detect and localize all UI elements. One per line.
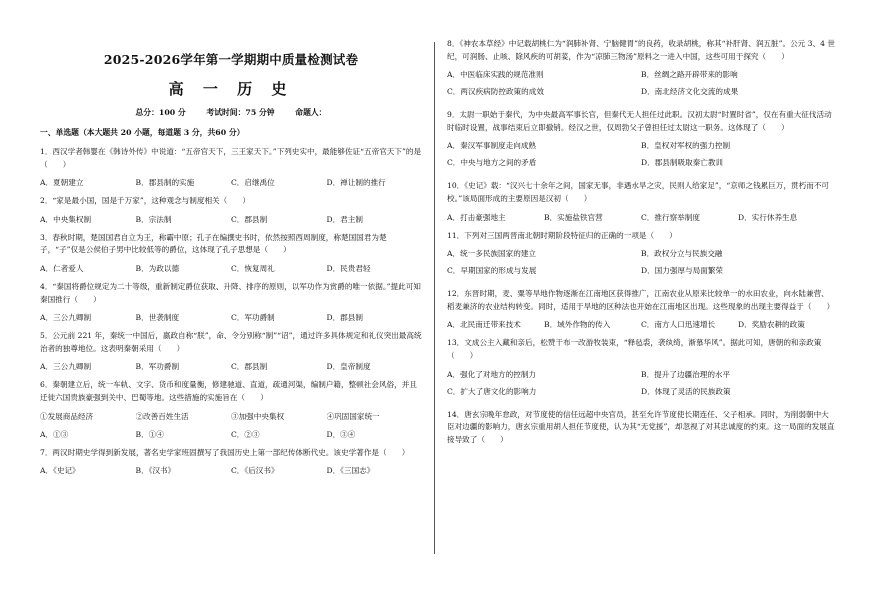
- question-item: [447, 288, 835, 331]
- question-item: [40, 195, 422, 226]
- question-stem: 5．公元前 221 年，秦统一中国后，嬴政自称“朕”，命、令分别称“制”“诏”，通过许多具体规定和礼仪突出最高统治者的独尊地位。这表明秦朝采用（ ）: [40, 331, 422, 353]
- column-divider: [434, 42, 435, 554]
- answer-option: D．皇帝制度: [326, 362, 371, 372]
- option-list: [40, 263, 422, 275]
- question-stem: 11．下列对三国两晋南北朝时期阶段特征归的正确的一项是（ ）: [447, 230, 677, 240]
- question-item: [40, 429, 422, 441]
- answer-option: B．郡县制的实施: [135, 178, 195, 188]
- answer-option: D．国力强厚与局面繁荣: [641, 266, 724, 276]
- answer-option: A．秦汉军事制度走向成熟: [447, 141, 537, 151]
- question-item: [447, 180, 835, 223]
- question-stem: 2．“家是最小国，国是千万家”，这种观念与制度相关（ ）: [40, 196, 251, 206]
- question-item: [447, 230, 835, 283]
- answer-option: B．丝绸之路开辟带来的影响: [641, 70, 738, 80]
- right-column: [447, 38, 835, 452]
- answer-option: D．实行休养生息: [738, 212, 798, 222]
- answer-option: ④巩固国家统一: [326, 411, 380, 421]
- answer-option: A．夏朝建立: [40, 178, 84, 188]
- answer-option: A．中央集权制: [40, 214, 92, 224]
- answer-option: A．中医临床实践的规范准则: [447, 70, 544, 80]
- option-list: [40, 465, 422, 477]
- question-stem: 13．文成公主入藏和亲后，松赞干布一改游牧装束，“释毡裘，袭纨绮，渐慕华风”。据此可知，唐朝的和亲政策（ ）: [447, 338, 822, 360]
- question-stem: 3．春秋时期，楚国国君自立为王，称霸中原；孔子在编撰史书时，依然按照西周制度，称楚国国君为楚子，“子”仅是公侯伯子男中比较低等的爵位，这体现了孔子思想是（ ）: [40, 232, 387, 255]
- option-list: [447, 212, 835, 224]
- answer-option: D．《三国志》: [326, 466, 375, 476]
- answer-option: D．③④: [326, 429, 356, 439]
- question-item: [40, 232, 422, 275]
- answer-option: B．政权分立与民族交融: [641, 249, 723, 259]
- option-list: [447, 140, 835, 174]
- option-list: [40, 214, 422, 226]
- question-stem: 12．东晋时期，麦、粟等旱地作物逐渐在江南地区获得推广，江南农业从原来比较单一的水田农业，向水陆兼营、稻麦兼济的农业结构转变。同时，适用于旱地的区种法也开始在江南地区出现。这些现象的出现主要得益于（ ）: [447, 289, 835, 311]
- question-stem: 1．西汉学者韩婴在《韩诗外传》中说道：“五帝官天下，三王家天下。”下列史实中，最能够佐证“五帝官天下”的是（ ）: [40, 147, 422, 169]
- answer-option: C．恢复周礼: [231, 263, 275, 273]
- answer-option: D．体现了灵活的民族政策: [641, 386, 731, 396]
- option-list: [40, 411, 422, 423]
- answer-option: D．郡县制吸取秦亡教训: [641, 158, 724, 168]
- answer-option: B．皇权对军权的强力控制: [641, 141, 731, 151]
- answer-option: B．《汉书》: [135, 466, 176, 476]
- section-heading: 一、单选题（本大题共 20 小题，每道题 3 分，共60 分）: [40, 128, 245, 137]
- question-stem: 6．秦朝建立后，统一车轨、文字、货币和度量衡，修建驰道、直道，疏通河渠，编制户籍，整顿社会风俗，并且迁徙六国贵族豪强到关中、巴蜀等地。这些措施的实施旨在（ ）: [40, 380, 417, 402]
- answer-option: D．禅让制的推行: [326, 178, 386, 188]
- question-stem: 14．唐玄宗晚年怠政，对节度使的信任远超中央官员，甚至允许节度使长期连任、父子相承。同时，为削弱朝中大臣对边疆的影响力，唐玄宗重用胡人担任节度使，认为其“无党援”，却忽视了对其忠诚度的约束。这一局面的发展直接导致了（ ）: [447, 409, 835, 444]
- answer-option: C．启继禹位: [231, 178, 275, 188]
- option-list: [447, 319, 835, 331]
- answer-option: A．三公九卿制: [40, 313, 92, 323]
- exam-time: 考试时间：75 分钟: [206, 108, 275, 117]
- answer-option: A．北民南迁带来技术: [447, 320, 521, 330]
- option-list: [40, 429, 422, 441]
- question-list-left: [40, 146, 422, 477]
- answer-option: C．早期国家的形成与发展: [447, 266, 537, 276]
- answer-option: B．世袭制度: [135, 313, 180, 323]
- answer-option: B．宗法制: [135, 214, 172, 224]
- option-list: [447, 69, 835, 103]
- answer-option: D．郡县制: [326, 313, 363, 323]
- option-list: [40, 361, 422, 373]
- exam-title: 2025-2026学年第一学期期中质量检测试卷: [103, 52, 359, 67]
- answer-option: C．两汉疾病防控政策的成效: [447, 87, 544, 97]
- option-list: [40, 177, 422, 189]
- question-item: [40, 379, 422, 422]
- answer-option: C．郡县制: [231, 214, 268, 224]
- answer-option: C．扩大了唐文化的影响力: [447, 386, 537, 396]
- question-list-right: [447, 38, 835, 446]
- author-label: 命题人：: [295, 108, 327, 117]
- answer-option: ①发展商品经济: [40, 411, 94, 421]
- option-list: [447, 369, 835, 403]
- answer-option: A．三公九卿制: [40, 362, 92, 372]
- answer-option: A．《史记》: [40, 466, 80, 476]
- answer-option: A．仁者爱人: [40, 263, 84, 273]
- question-item: [40, 281, 422, 324]
- answer-option: C．推行察举制度: [641, 212, 700, 222]
- exam-subject: 高 一 历 史: [168, 80, 294, 98]
- answer-option: D．南北经济文化交流的成果: [641, 87, 739, 97]
- left-column: [40, 38, 422, 483]
- answer-option: ②改善百姓生活: [135, 411, 189, 421]
- question-item: [40, 330, 422, 373]
- answer-option: C．《后汉书》: [231, 466, 279, 476]
- question-item: [447, 38, 835, 103]
- answer-option: A．打击豪强地主: [447, 212, 506, 222]
- option-list: [447, 248, 835, 282]
- question-stem: 10．《史记》载：“汉兴七十余年之间，国家无事，非遇水旱之灾，民则人给家足”，“京师之钱累巨万，贯朽而不可校。”该局面形成的主要原因是汉初（ ）: [447, 181, 830, 203]
- question-item: [40, 146, 422, 189]
- answer-option: ③加强中央集权: [231, 411, 285, 421]
- answer-option: B．提升了边疆治理的水平: [641, 369, 731, 379]
- answer-option: C．中央与地方之间的矛盾: [447, 158, 537, 168]
- answer-option: B．①④: [135, 429, 164, 439]
- question-stem: 7．两汉时期史学得到新发展，著名史学家班固撰写了我国历史上第一部纪传体断代史。该史学著作是（ ）: [40, 447, 410, 457]
- answer-option: B．域外作物的传入: [544, 320, 611, 330]
- question-item: [40, 447, 422, 478]
- answer-option: A．强化了对地方的控制力: [447, 369, 537, 379]
- answer-option: D．奖励农耕的政策: [738, 320, 805, 330]
- answer-option: A．①③: [40, 429, 69, 439]
- question-item: [447, 109, 835, 174]
- answer-option: D．民贵君轻: [326, 263, 371, 273]
- answer-option: C．郡县制: [231, 362, 268, 372]
- answer-option: C．军功爵制: [231, 313, 275, 323]
- answer-option: C．南方人口迅速增长: [641, 320, 716, 330]
- question-stem: 9．太尉一职始于秦代，为中央最高军事长官，但秦代无人担任过此职。汉初太尉“时置时省”，仅在有重大征伐活动时临时设置，战事结束后立即撤销。经汉之世，仅周勃父子曾担任过太尉这一职务。这体现了（ ）: [447, 110, 832, 132]
- answer-option: B．为政以德: [135, 263, 180, 273]
- answer-option: B．军功爵制: [135, 362, 180, 372]
- option-list: [40, 312, 422, 324]
- answer-option: A．统一多民族国家的建立: [447, 249, 537, 259]
- question-stem: 4．“秦国将爵位规定为二十等级，重新制定爵位获取、升降、排序的原则，以军功作为赏爵的唯一依据。”提此可知秦国推行（ ）: [40, 281, 421, 304]
- answer-option: B．实施盐铁官营: [544, 212, 603, 222]
- exam-meta: [40, 107, 422, 118]
- total-score: 总分：100 分: [135, 108, 186, 117]
- answer-option: C．②③: [231, 429, 260, 439]
- answer-option: D．君主制: [326, 214, 363, 224]
- question-stem: 8．《神农本草经》中记载胡桃仁为“润肺补肾、宁脑健胃”的良药，收录胡桃，称其“补肝肾、润五脏”。公元 3、4 世纪，可润肠、止咳、除风疾的可胡荽，作为“凉肺三物汤”原料之一进入中国，这些可用于探究（ ）: [447, 39, 835, 61]
- question-item: [447, 409, 835, 447]
- question-item: [447, 337, 835, 402]
